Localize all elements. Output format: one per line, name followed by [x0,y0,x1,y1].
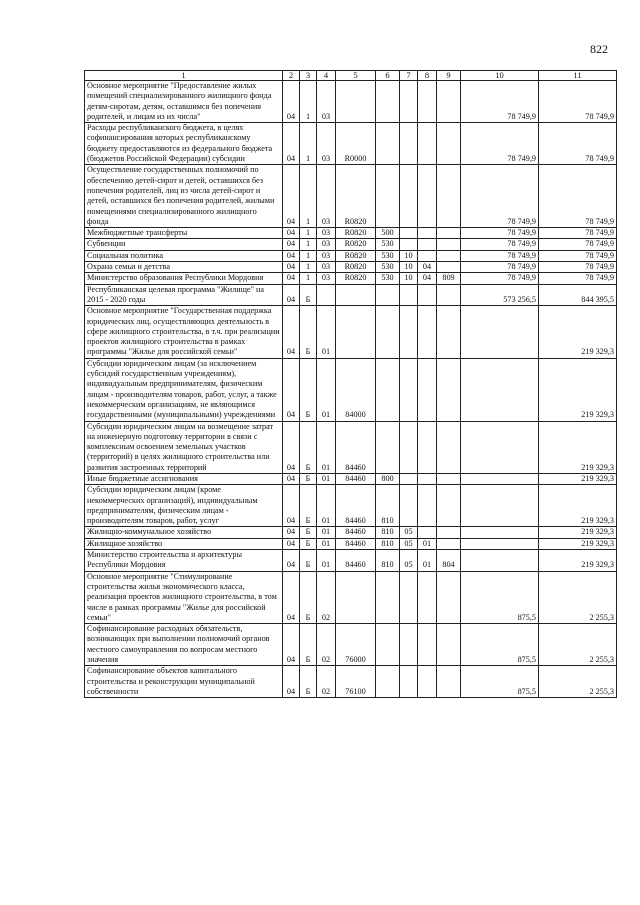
code-cell: 84460 [336,527,376,538]
code-cell [418,239,437,250]
item-name: Софинансирование расходных обязательств, возникающих при выполнении полномочий органов местного самоуправления по вопросам местного значения [85,624,283,666]
amount-cell: 573 256,5 [461,284,539,306]
amount-cell: 78 749,9 [539,250,617,261]
code-cell: 03 [317,81,336,123]
header-row [85,71,617,81]
code-cell [376,666,400,698]
amount-cell: 219 329,3 [539,306,617,358]
code-cell: R0820 [336,273,376,284]
page-number: 822 [590,42,608,56]
code-cell [400,624,418,666]
amount-cell: 219 329,3 [539,421,617,473]
item-name: Субсидии юридическим лицам на возмещение затрат на инженерную подготовку территории в связи с комплексным освоением земельных участков (территорий) в целях жилищного строительства или развития застроенных территорий [85,421,283,473]
code-cell [437,123,461,165]
table-row [85,228,617,239]
code-cell: Б [300,485,317,527]
code-cell: 04 [283,306,300,358]
column-header: 9 [437,71,461,81]
column-header: 7 [400,71,418,81]
amount-cell [461,485,539,527]
item-name: Иные бюджетные ассигнования [85,473,283,484]
item-name: Социальная политика [85,250,283,261]
code-cell: 02 [317,666,336,698]
item-name: Охрана семьи и детства [85,262,283,273]
code-cell: R0820 [336,165,376,228]
code-cell [418,485,437,527]
code-cell: 04 [283,273,300,284]
code-cell: 10 [400,250,418,261]
code-cell: Б [300,527,317,538]
table-row [85,239,617,250]
amount-cell: 844 395,5 [539,284,617,306]
amount-cell: 78 749,9 [539,262,617,273]
table-row [85,273,617,284]
code-cell [418,666,437,698]
column-header: 10 [461,71,539,81]
code-cell: 810 [376,550,400,572]
item-name: Жилищное хозяйство [85,538,283,549]
code-cell: 804 [437,550,461,572]
code-cell: 04 [283,250,300,261]
code-cell [418,421,437,473]
table-row [85,81,617,123]
code-cell: 04 [283,81,300,123]
code-cell: 01 [317,358,336,421]
code-cell: 809 [437,273,461,284]
code-cell: 1 [300,262,317,273]
code-cell [437,527,461,538]
amount-cell: 78 749,9 [539,239,617,250]
code-cell [400,571,418,623]
code-cell [437,228,461,239]
code-cell [437,571,461,623]
code-cell: 04 [283,473,300,484]
column-header: 5 [336,71,376,81]
code-cell [418,624,437,666]
code-cell [437,358,461,421]
code-cell: 1 [300,228,317,239]
code-cell [418,81,437,123]
code-cell: 04 [283,262,300,273]
code-cell: 03 [317,250,336,261]
code-cell: 76000 [336,624,376,666]
code-cell [418,306,437,358]
table-row [85,527,617,538]
column-header: 4 [317,71,336,81]
table-row [85,485,617,527]
code-cell: 04 [283,624,300,666]
table-row [85,666,617,698]
code-cell: 05 [400,538,418,549]
code-cell [437,250,461,261]
code-cell: R0820 [336,239,376,250]
code-cell: 1 [300,250,317,261]
code-cell: 84000 [336,358,376,421]
code-cell [418,527,437,538]
table-row [85,165,617,228]
column-header: 11 [539,71,617,81]
code-cell [376,123,400,165]
code-cell: 03 [317,123,336,165]
amount-cell: 78 749,9 [461,165,539,228]
code-cell: 1 [300,81,317,123]
code-cell [437,239,461,250]
table-row [85,123,617,165]
code-cell: 800 [376,473,400,484]
code-cell: 530 [376,273,400,284]
code-cell: 04 [283,358,300,421]
amount-cell: 78 749,9 [539,228,617,239]
amount-cell [461,421,539,473]
code-cell [400,473,418,484]
code-cell [376,284,400,306]
code-cell: 84460 [336,473,376,484]
code-cell [400,284,418,306]
code-cell: 03 [317,239,336,250]
code-cell [437,165,461,228]
amount-cell: 78 749,9 [539,123,617,165]
code-cell: Б [300,666,317,698]
code-cell [376,81,400,123]
code-cell: 01 [317,527,336,538]
table-row [85,284,617,306]
code-cell: 530 [376,262,400,273]
code-cell: Б [300,550,317,572]
code-cell: 01 [317,550,336,572]
table-row [85,306,617,358]
code-cell: 01 [317,306,336,358]
column-header: 1 [85,71,283,81]
code-cell [336,284,376,306]
item-name: Субсидии юридическим лицам (кроме некоммерческих организаций), индивидуальным предпринимателям, физическим лицам - производителям товаров, работ, услуг [85,485,283,527]
table-row [85,473,617,484]
code-cell: 04 [283,571,300,623]
code-cell: 04 [283,239,300,250]
item-name: Межбюджетные трансферты [85,228,283,239]
amount-cell: 78 749,9 [539,81,617,123]
code-cell [437,485,461,527]
code-cell: R0000 [336,123,376,165]
code-cell: 01 [418,550,437,572]
code-cell: 76100 [336,666,376,698]
code-cell: 04 [283,538,300,549]
column-header: 2 [283,71,300,81]
code-cell: 02 [317,624,336,666]
code-cell: 84460 [336,550,376,572]
code-cell: 84460 [336,485,376,527]
code-cell: 05 [400,527,418,538]
amount-cell [461,527,539,538]
amount-cell: 219 329,3 [539,358,617,421]
code-cell [418,250,437,261]
code-cell: 04 [283,228,300,239]
table-row [85,358,617,421]
code-cell: 10 [400,273,418,284]
item-name: Министерство строительства и архитектуры Республики Мордовия [85,550,283,572]
code-cell: 10 [400,262,418,273]
code-cell [317,284,336,306]
code-cell: 530 [376,250,400,261]
code-cell [437,538,461,549]
amount-cell: 78 749,9 [461,273,539,284]
item-name: Республиканская целевая программа "Жилище" на 2015 - 2020 годы [85,284,283,306]
amount-cell [461,358,539,421]
code-cell [437,284,461,306]
code-cell: Б [300,571,317,623]
item-name: Основное мероприятие "Государственная поддержка юридических лиц, осуществляющих деятельность в сфере жилищного строительства, в т.ч. при реализации проектов жилищного строительства в рамках программы "Жилье для российской семьи" [85,306,283,358]
code-cell: 810 [376,527,400,538]
table-row [85,421,617,473]
code-cell: 04 [283,284,300,306]
amount-cell: 219 329,3 [539,550,617,572]
table-row [85,250,617,261]
code-cell: 04 [283,527,300,538]
code-cell: 04 [418,262,437,273]
code-cell: 04 [283,550,300,572]
code-cell: 04 [283,165,300,228]
amount-cell: 2 255,3 [539,571,617,623]
code-cell: 03 [317,165,336,228]
item-name: Субвенции [85,239,283,250]
code-cell: Б [300,421,317,473]
code-cell: 500 [376,228,400,239]
code-cell: 84460 [336,538,376,549]
table-row [85,571,617,623]
code-cell [376,358,400,421]
amount-cell: 2 255,3 [539,666,617,698]
code-cell: Б [300,538,317,549]
code-cell: 01 [317,421,336,473]
code-cell: 04 [418,273,437,284]
code-cell [376,571,400,623]
table-row [85,538,617,549]
table-row [85,550,617,572]
code-cell: 01 [317,485,336,527]
code-cell: 810 [376,485,400,527]
amount-cell: 78 749,9 [461,123,539,165]
amount-cell: 875,5 [461,624,539,666]
code-cell: 03 [317,273,336,284]
amount-cell [461,306,539,358]
amount-cell: 2 255,3 [539,624,617,666]
code-cell [418,571,437,623]
code-cell [376,165,400,228]
code-cell [336,81,376,123]
code-cell: 1 [300,165,317,228]
budget-table [84,70,617,698]
code-cell [418,284,437,306]
code-cell [418,123,437,165]
item-name: Основное мероприятие "Предоставление жилых помещений специализированного жилищного фонда детям-сиротам, детям, оставшимся без попечения родителей, и лицам из их числа" [85,81,283,123]
code-cell: Б [300,306,317,358]
amount-cell: 219 329,3 [539,527,617,538]
code-cell [437,262,461,273]
amount-cell: 78 749,9 [461,239,539,250]
code-cell [437,473,461,484]
amount-cell: 78 749,9 [461,250,539,261]
table-header [85,71,617,81]
amount-cell: 78 749,9 [461,81,539,123]
amount-cell: 78 749,9 [539,273,617,284]
code-cell: R0820 [336,228,376,239]
code-cell: 1 [300,123,317,165]
code-cell [400,306,418,358]
code-cell [437,421,461,473]
column-header: 3 [300,71,317,81]
code-cell: 01 [418,538,437,549]
code-cell [437,666,461,698]
code-cell [400,165,418,228]
code-cell: 05 [400,550,418,572]
code-cell: 04 [283,421,300,473]
code-cell: 1 [300,273,317,284]
amount-cell: 875,5 [461,666,539,698]
code-cell: R0820 [336,262,376,273]
code-cell [400,123,418,165]
table-row [85,262,617,273]
code-cell: Б [300,358,317,421]
code-cell [418,473,437,484]
code-cell: 03 [317,228,336,239]
code-cell: 03 [317,262,336,273]
code-cell [336,571,376,623]
code-cell [418,358,437,421]
column-header: 6 [376,71,400,81]
amount-cell [461,538,539,549]
table-body [85,81,617,698]
code-cell [418,228,437,239]
amount-cell: 78 749,9 [461,228,539,239]
code-cell: 530 [376,239,400,250]
code-cell: Б [300,473,317,484]
code-cell: Б [300,624,317,666]
amount-cell: 219 329,3 [539,473,617,484]
item-name: Основное мероприятие "Стимулирование строительства жилья экономического класса, реализация проектов жилищного строительства, в том числе в рамках программы "Жилье для российской семьи" [85,571,283,623]
code-cell [400,81,418,123]
code-cell: 84460 [336,421,376,473]
amount-cell [461,473,539,484]
code-cell: 01 [317,538,336,549]
item-name: Расходы республиканского бюджета, в целях софинансирования которых республиканскому бюджету предоставляются из федерального бюджета (бюджетов Российской Федерации) субсидии [85,123,283,165]
code-cell: 02 [317,571,336,623]
amount-cell: 875,5 [461,571,539,623]
code-cell: 04 [283,485,300,527]
code-cell [400,228,418,239]
item-name: Софинансирование объектов капитального строительства и реконструкции муниципальной собственности [85,666,283,698]
code-cell: Б [300,284,317,306]
code-cell [376,421,400,473]
item-name: Субсидии юридическим лицам (за исключением субсидий государственным учреждениям), индивидуальным предпринимателям, физическим лицам - производителям товаров, работ, услуг, а также некоммерческим организациям, не являющимся государственными (муниципальными) учреждениями [85,358,283,421]
code-cell: R0820 [336,250,376,261]
code-cell [400,239,418,250]
code-cell [400,666,418,698]
amount-cell: 78 749,9 [461,262,539,273]
code-cell [376,624,400,666]
code-cell: 04 [283,666,300,698]
amount-cell: 78 749,9 [539,165,617,228]
code-cell: 810 [376,538,400,549]
table-row [85,624,617,666]
item-name: Осуществление государственных полномочий по обеспечению детей-сирот и детей, оставшихся без попечения родителей, лиц из числа детей-сирот и детей, оставшихся без попечения родителей, жилыми помещениями специализированного жилищного фонда [85,165,283,228]
code-cell [400,485,418,527]
item-name: Министерство образования Республики Мордовия [85,273,283,284]
amount-cell: 219 329,3 [539,485,617,527]
code-cell: 1 [300,239,317,250]
item-name: Жилищно-коммунальное хозяйство [85,527,283,538]
code-cell [400,358,418,421]
code-cell: 01 [317,473,336,484]
code-cell [418,165,437,228]
code-cell [336,306,376,358]
amount-cell: 219 329,3 [539,538,617,549]
column-header: 8 [418,71,437,81]
code-cell [437,81,461,123]
code-cell: 04 [283,123,300,165]
code-cell [437,306,461,358]
code-cell [376,306,400,358]
amount-cell [461,550,539,572]
code-cell [437,624,461,666]
code-cell [400,421,418,473]
